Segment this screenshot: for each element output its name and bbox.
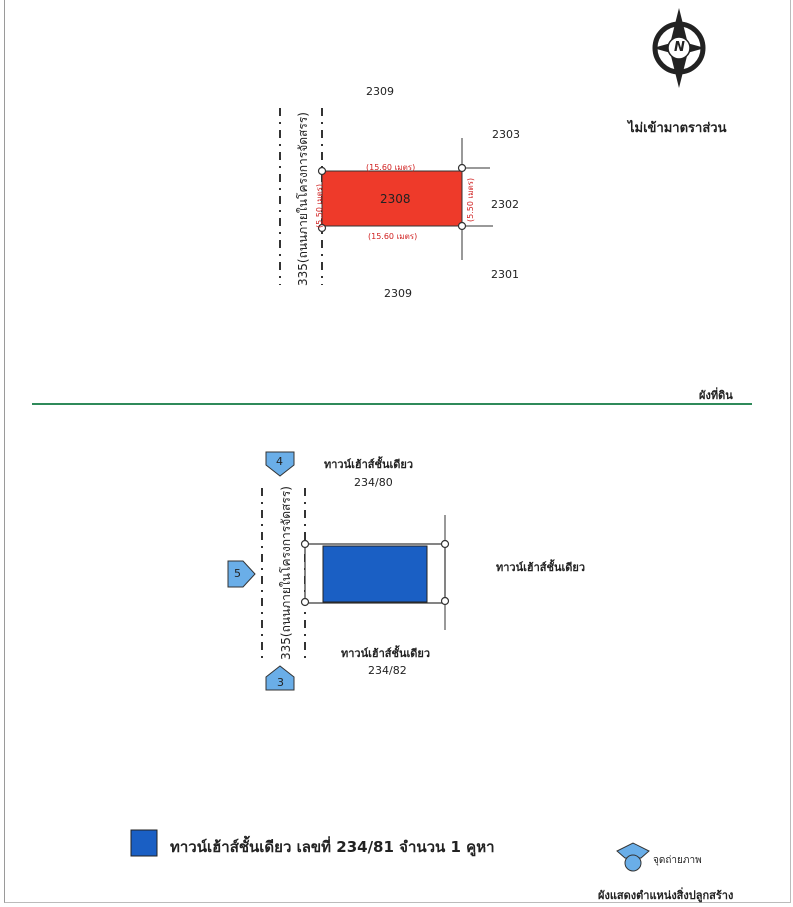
east-building-label: ทาวน์เฮ้าส์ชั้นเดียว — [496, 561, 585, 574]
top-road-label: 335(ถนนภายในโครงการจัดสรร) — [296, 112, 310, 286]
corner-pin — [319, 168, 326, 175]
compass-letter: N — [674, 40, 685, 55]
parcel-id: 2308 — [380, 192, 411, 206]
corner-pin — [442, 541, 449, 548]
legend-photo-point-label: จุดถ่ายภาพ — [653, 855, 702, 866]
bottom-road-label: 335(ถนนภายในโครงการจัดสรร) — [279, 486, 293, 660]
corner-pin — [459, 165, 466, 172]
north-building-label: ทาวน์เฮ้าส์ชั้นเดียว — [324, 458, 413, 471]
north-building-no: 234/80 — [354, 476, 393, 489]
marker-5-label: 5 — [234, 567, 241, 580]
legend-photo-point-icon — [617, 843, 649, 871]
corner-pin — [459, 223, 466, 230]
legend-building-text: ทาวน์เฮ้าส์ชั้นเดียว เลขที่ 234/81 จำนวน 1 คูหา — [170, 838, 495, 856]
east-parcel-mid: 2302 — [491, 198, 519, 211]
east-parcel-upper: 2303 — [492, 128, 520, 141]
section-divider — [32, 403, 752, 405]
south-building-no: 234/82 — [368, 664, 407, 677]
section-label-land: ผังที่ดิน — [699, 389, 733, 402]
corner-pin — [302, 599, 309, 606]
dim-right: (5.50 เมตร) — [466, 177, 475, 222]
building-234-81-shape — [323, 546, 427, 602]
scale-note: ไม่เข้ามาตราส่วน — [628, 121, 727, 136]
corner-pin — [442, 598, 449, 605]
corner-pin — [302, 541, 309, 548]
dim-top: (15.60 เมตร) — [366, 163, 416, 172]
marker-3-label: 3 — [277, 676, 284, 689]
east-parcel-lower: 2301 — [491, 268, 519, 281]
dim-bottom: (15.60 เมตร) — [368, 232, 418, 241]
south-parcel-label: 2309 — [384, 287, 412, 300]
section-label-building: ผังแสดงตำแหน่งสิ่งปลูกสร้าง — [598, 889, 734, 902]
north-parcel-label: 2309 — [366, 85, 394, 98]
south-building-label: ทาวน์เฮ้าส์ชั้นเดียว — [341, 647, 430, 660]
marker-4-label: 4 — [276, 455, 283, 468]
photo-point-5-icon — [228, 561, 255, 587]
legend-swatch — [131, 830, 157, 856]
dim-left: (5.50 เมตร) — [315, 183, 324, 228]
